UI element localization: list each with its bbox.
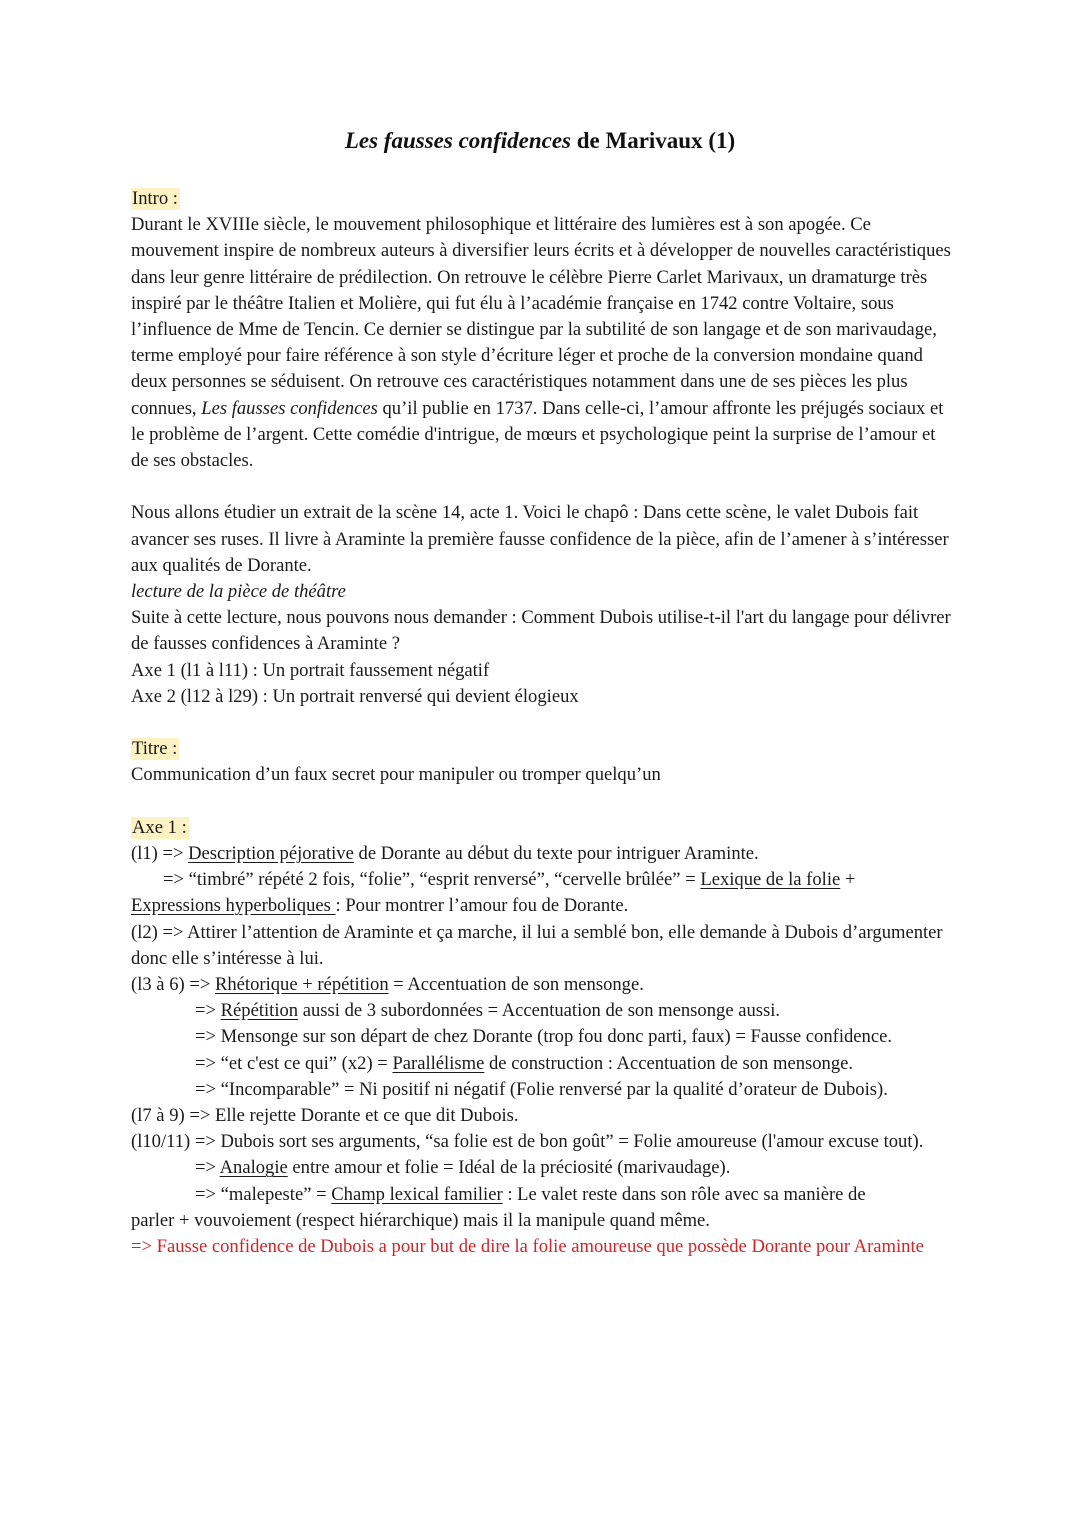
document-body bbox=[131, 186, 956, 1260]
title-work: Les fausses confidences bbox=[344, 128, 571, 153]
analysis-line-l1-sub: => “timbré” répété 2 fois, “folie”, “esprit renversé”, “cervelle brûlée” = Lexique de la folie + bbox=[163, 869, 856, 891]
axe1-heading: Axe 1 : bbox=[132, 816, 187, 838]
analysis-line-l3-d: => “et c'est ce qui” (x2) = Parallélisme de construction : Accentuation de son mensonge. bbox=[195, 1052, 854, 1074]
analysis-line-l10-c2: parler + vouvoiement (respect hiérarchique) mais il la manipule quand même. bbox=[131, 1209, 710, 1231]
analysis-line-l3: (l3 à 6) => Rhétorique + répétition = Accentuation de son mensonge. bbox=[131, 974, 644, 996]
plan-axe-1: Axe 1 (l1 à l11) : Un portrait faussement négatif bbox=[131, 659, 490, 681]
analysis-line-l2: (l2) => Attirer l’attention de Araminte et ça marche, il lui a semblé bon, elle demande à Dubois d’argumenter donc elle s’intéresse à lui. bbox=[131, 921, 943, 969]
axe1-conclusion: => Fausse confidence de Dubois a pour but de dire la folie amoureuse que possède Dorante pour Araminte bbox=[131, 1236, 924, 1258]
extract-paragraph: Nous allons étudier un extrait de la scène 14, acte 1. Voici le chapô : Dans cette scène, le valet Dubois fait avancer ses ruses. Il livre à Araminte la première fausse confidence de la pièce, afin de l’amener à s’intéresser aux qualités de Dorante. bbox=[131, 502, 949, 576]
analysis-line-l10-c: => “malepeste” = Champ lexical familier : Le valet reste dans son rôle avec sa manière de bbox=[195, 1183, 866, 1205]
intro-paragraph: Durant le XVIIIe siècle, le mouvement philosophique et littéraire des lumières est à son apogée. Ce mouvement inspire de nombreux auteurs à diversifier leurs écrits et à développer de nouvelles caractéristiques dans leur genre littéraire de prédilection. On retrouve le célèbre Pierre Carlet Marivaux, un dramaturge très inspiré par le théâtre Italien et Molière, qui fut élu à l’académie française en 1742 contre Voltaire, sous l’influence de Mme de Tencin. Ce dernier se distingue par la subtilité de son langage et de son marivaudage, terme employé pour faire référence à son style d’écriture léger et proche de la conversion mondaine quand deux personnes se séduisent. On retrouve ces caractéristiques notamment dans une de ses pièces les plus connues, Les fausses confidences qu’il publie en 1737. Dans celle-ci, l’amour affronte les préjugés sociaux et le problème de l’argent. Cette comédie d'intrigue, de mœurs et psychologique peint la surprise de l’amour et de ses obstacles. bbox=[131, 214, 951, 472]
analysis-line-l1-sub2: Expressions hyperboliques : Pour montrer l’amour fou de Dorante. bbox=[131, 895, 629, 917]
analysis-line-l3-c: => Mensonge sur son départ de chez Dorante (trop fou donc parti, faux) = Fausse confidence. bbox=[195, 1026, 892, 1048]
titre-text: Communication d’un faux secret pour manipuler ou tromper quelqu’un bbox=[131, 764, 661, 786]
analysis-line-l3-b: => Répétition aussi de 3 subordonnées = Accentuation de son mensonge aussi. bbox=[195, 1000, 781, 1022]
problematique: Suite à cette lecture, nous pouvons nous demander : Comment Dubois utilise-t-il l'art du langage pour délivrer de fausses confidences à Araminte ? bbox=[131, 607, 951, 655]
analysis-line-l3-e: => “Incomparable” = Ni positif ni négatif (Folie renversé par la qualité d’orateur de Dubois). bbox=[195, 1078, 888, 1100]
page-title bbox=[0, 128, 1080, 154]
analysis-line-l1: (l1) => Description péjorative de Dorante au début du texte pour intriguer Araminte. bbox=[131, 843, 759, 865]
analysis-line-l10: (l10/11) => Dubois sort ses arguments, “sa folie est de bon goût” = Folie amoureuse (l'amour excuse tout). bbox=[131, 1131, 924, 1153]
analysis-line-l10-b: => Analogie entre amour et folie = Idéal de la préciosité (marivaudage). bbox=[195, 1157, 731, 1179]
title-author: de Marivaux (1) bbox=[570, 128, 736, 153]
work-title-inline: Les fausses confidences bbox=[201, 397, 378, 419]
intro-heading: Intro : bbox=[132, 188, 178, 209]
titre-heading: Titre : bbox=[132, 738, 178, 760]
plan-axe-2: Axe 2 (l12 à l29) : Un portrait renversé qui devient élogieux bbox=[131, 685, 579, 707]
lecture-note: lecture de la pièce de théâtre bbox=[131, 581, 346, 603]
analysis-line-l7: (l7 à 9) => Elle rejette Dorante et ce que dit Dubois. bbox=[131, 1105, 519, 1127]
